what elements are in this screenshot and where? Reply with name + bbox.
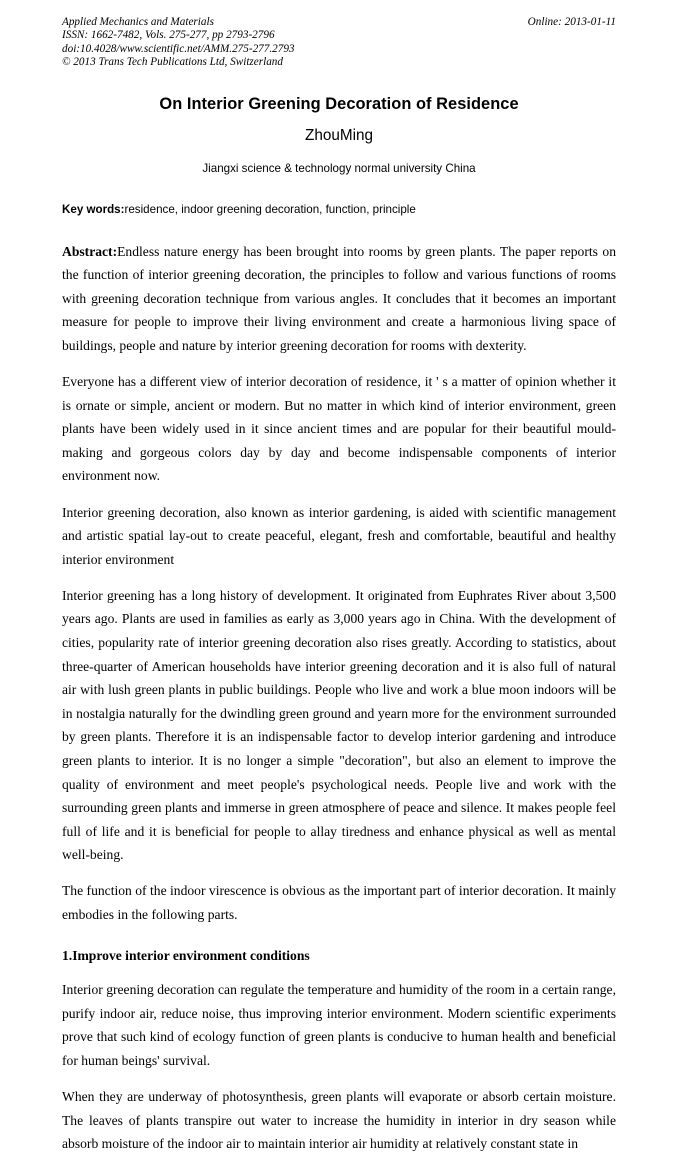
section-heading-1: 1.Improve interior environment conditions	[62, 947, 310, 963]
body-paragraph-3: Interior greening has a long history of development. It originated from Euphrates River about 3,500 years ago. Plants are used in families as early as 3,000 years ago in China. With the development of cities, popularity rate of interior greening decoration also rises greatly. According to statistics, about three-quarter of American households have interior greening decoration and it is also full of natural air with lush green plants in public buildings. People who live and work a blue moon indoors will be in nostalgia naturally for the dwindling green ground and yearn more for the environment surrounded by green plants. Therefore it is an indispensable factor to develop interior gardening and introduce green plants to interior. It is no longer a simple "decoration", but also an element to improve the quality of environment and meet people's psychological needs. People live and work with the surrounding green plants and immerse in green atmosphere of peace and silence. It makes people feel full of life and it is beneficial for people to allay tiredness and enhance physical as well as mental well-being.	[62, 587, 616, 863]
body-paragraph-6: When they are underway of photosynthesis, green plants will evaporate or absorb certain moisture. The leaves of plants transpire out water to increase the humidity in interior in dry season while absorb moisture of the indoor air to maintain interior air humidity at relatively constant state in	[62, 1089, 616, 1152]
journal-name: Applied Mechanics and Materials	[62, 16, 214, 28]
abstract-paragraph	[62, 240, 616, 358]
masthead	[62, 16, 616, 70]
abstract-label: Abstract:	[62, 243, 118, 259]
body-paragraph-4: The function of the indoor virescence is obvious as the important part of interior decoration. It mainly embodies in the following parts.	[62, 883, 616, 923]
masthead-left	[62, 16, 482, 70]
body-paragraph-1: Everyone has a different view of interior decoration of residence, it ' s a matter of opinion whether it is ornate or simple, ancient or modern. But no matter in which kind of interior environment, green plants have been widely used in it since ancient times and are popular for their beautiful mould-making and gorgeous colors day by day and become indispensable components of interior environment now.	[62, 374, 616, 484]
keywords-value: residence, indoor greening decoration, function, principle	[124, 202, 416, 216]
page-title: On Interior Greening Decoration of Residence	[159, 94, 519, 113]
body-paragraph-5: Interior greening decoration can regulate the temperature and humidity of the room in a certain range, purify indoor air, reduce noise, thus improving interior environment. Modern scientific experiments prove that such kind of ecology function of green plants is conducive to human health and beneficial for human beings' survival.	[62, 982, 616, 1069]
abstract-text: Endless nature energy has been brought into rooms by green plants. The paper reports on the function of interior greening decoration, the principles to follow and various functions of rooms with greening decoration technique from various angles. It concludes that it becomes an important measure for people to improve their living environment and create a harmonious living space of buildings, people and nature by interior greening decoration for rooms with dexterity.	[62, 243, 616, 353]
title-block	[62, 94, 616, 176]
author-name: ZhouMing	[304, 126, 374, 144]
doi-line: doi:10.4028/www.scientific.net/AMM.275-277.2793	[62, 42, 295, 55]
keywords-line	[62, 202, 616, 218]
online-date: Online: 2013-01-11	[527, 16, 616, 28]
copyright-line: © 2013 Trans Tech Publications Ltd, Switzerland	[62, 56, 283, 69]
keywords-label: Key words:	[62, 202, 125, 216]
author-affiliation: Jiangxi science & technology normal university China	[202, 161, 476, 175]
issn-line: ISSN: 1662-7482, Vols. 275-277, pp 2793-2796	[62, 29, 275, 42]
body-paragraph-2: Interior greening decoration, also known as interior gardening, is aided with scientific management and artistic spatial lay-out to create peaceful, elegant, fresh and comfortable, beautiful and healthy interior environment	[62, 504, 616, 567]
